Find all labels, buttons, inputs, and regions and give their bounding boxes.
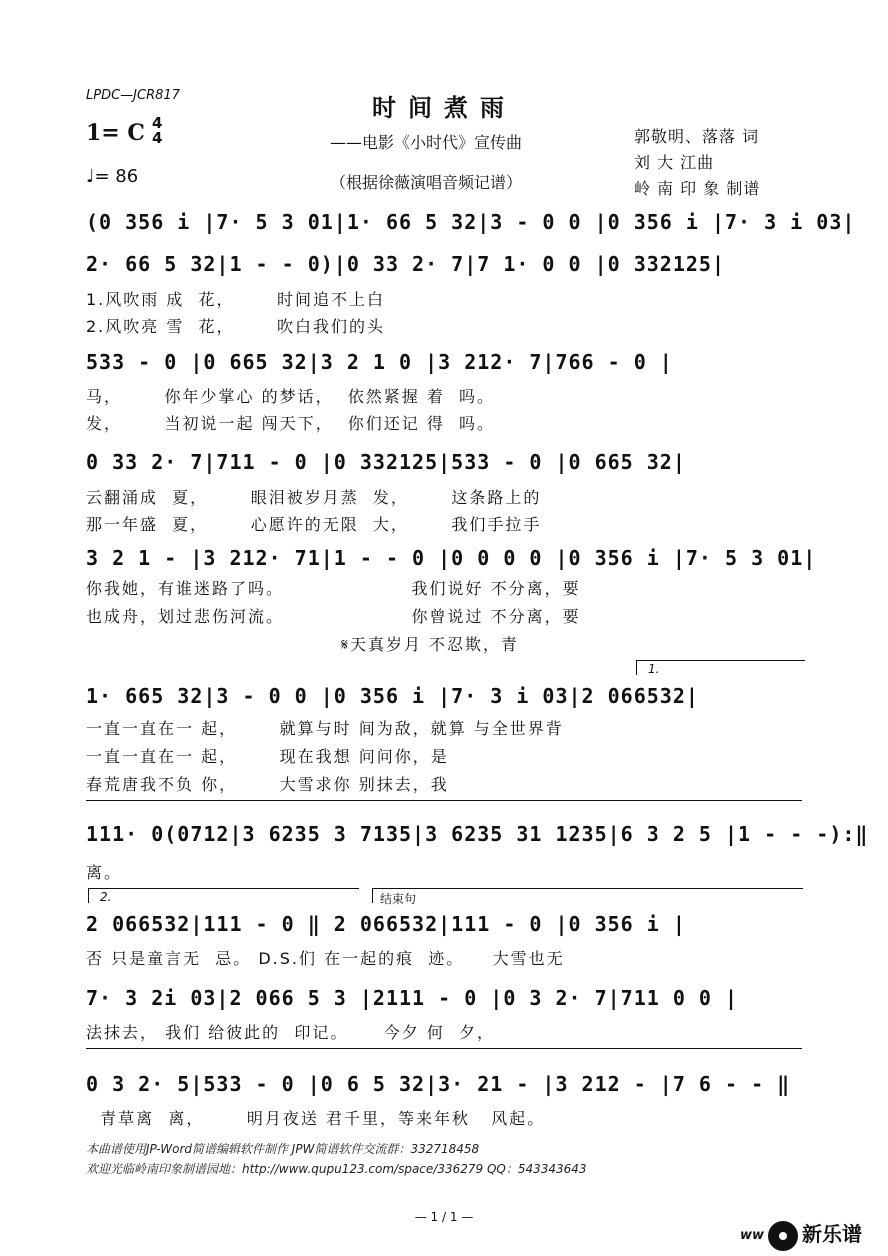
lyric-line-4-verse-1: 云翻涌成 夏， 眼泪被岁月蒸 发， 这条路上的 <box>86 488 542 507</box>
lyric-line-10: 青草离 离， 明月夜送 君千里，等来年秋 风起。 <box>86 1109 546 1128</box>
lyric-line-7: 离。 <box>86 863 123 882</box>
lyric-line-2-verse-1: 1.风吹雨 成 花， 时间追不上白 <box>86 290 386 309</box>
score-line-5: 3 2 1 - |3 212· 71|1 - - 0 |0 0 0 0 |0 356 i |7· 5 3 01| <box>86 546 817 570</box>
volta-second-label: 2. <box>100 890 112 904</box>
lyric-line-6-verse-3: 春荒唐我不负 你， 大雪求你 别抹去，我 <box>86 775 449 794</box>
song-title: 时间煮雨 <box>372 94 516 122</box>
score-line-6: 1· 665 32|3 - 0 0 |0 356 i |7· 3 i 03|2 066532| <box>86 684 699 708</box>
lyric-line-5-verse-3: 𝄋天真岁月 不忍欺，青 <box>86 635 520 654</box>
lyric-line-3-verse-2: 发， 当初说一起 闯天下， 你们还记 得 吗。 <box>86 414 496 433</box>
time-signature <box>152 116 162 146</box>
volta-first-continuation <box>86 800 802 801</box>
lyric-line-4-verse-2: 那一年盛 夏， 心愿许的无限 大， 我们手拉手 <box>86 515 542 534</box>
volta-first-label: 1. <box>648 662 660 676</box>
vinyl-record-icon <box>768 1221 798 1251</box>
lyric-line-6-verse-2: 一直一直在一 起， 现在我想 问问你，是 <box>86 747 449 766</box>
score-line-9: 7· 3 2i 03|2 066 5 3 |2111 - 0 |0 3 2· 7|711 0 0 | <box>86 986 739 1010</box>
key-signature: 1= C <box>86 120 145 146</box>
arranger-credit: 岭 南 印 象 制谱 <box>634 179 761 198</box>
lyric-line-5-verse-2: 也成舟，划过悲伤河流。 你曾说过 不分离，要 <box>86 607 581 626</box>
lyric-line-2-verse-2: 2.风吹亮 雪 花， 吹白我们的头 <box>86 317 386 336</box>
composer-credit: 刘 大 江曲 <box>634 153 715 172</box>
time-signature-bottom: 4 <box>152 129 163 147</box>
score-line-8: 2 066532|111 - 0 ‖ 2 066532|111 - 0 |0 356 i | <box>86 912 686 936</box>
score-code: LPDC—JCR817 <box>86 88 180 103</box>
lyric-line-3-verse-1: 马， 你年少掌心 的梦话， 依然紧握 着 吗。 <box>86 387 496 406</box>
transcription-source: （根据徐薇演唱音频记谱） <box>330 173 523 192</box>
score-line-10: 0 3 2· 5|533 - 0 |0 6 5 32|3· 21 - |3 212 - |7 6 - - ‖ <box>86 1072 791 1096</box>
logo-prefix: ww <box>740 1228 765 1243</box>
volta-first-ending <box>636 660 805 675</box>
time-signature-top: 4 <box>152 114 163 132</box>
coda-bracket <box>372 888 803 903</box>
site-logo[interactable] <box>740 1218 862 1251</box>
score-line-7: 111· 0(0712|3 6235 3 7135|3 6235 31 1235|6 3 2 5 |1 - - -):‖ <box>86 822 869 846</box>
volta-second-ending <box>88 888 359 903</box>
lyric-line-8: 否 只是童言无 忌。 D.S.们 在一起的痕 迹。 大雪也无 <box>86 949 565 968</box>
score-line-3: 533 - 0 |0 665 32|3 2 1 0 |3 212· 7|766 - 0 | <box>86 350 673 374</box>
logo-text: 新乐谱 <box>802 1222 863 1246</box>
tempo-marking: ♩= 86 <box>86 166 139 187</box>
page-number: — 1 / 1 — <box>414 1210 474 1224</box>
footer-website-note: 欢迎光临岭南印象制谱园地：http://www.qupu123.com/space/336279 QQ：543343643 <box>86 1162 587 1176</box>
coda-continuation <box>86 1048 802 1049</box>
lyricist-credit: 郭敬明、落落 词 <box>634 127 760 146</box>
song-subtitle: ——电影《小时代》宣传曲 <box>330 133 523 152</box>
footer-software-note: 本曲谱使用JP-Word简谱编辑软件制作 JPW简谱软件交流群：332718458 <box>86 1142 480 1156</box>
score-line-1: (0 356 i |7· 5 3 01|1· 66 5 32|3 - 0 0 |0 356 i |7· 3 i 03| <box>86 210 856 234</box>
score-line-4: 0 33 2· 7|711 - 0 |0 332125|533 - 0 |0 665 32| <box>86 450 686 474</box>
score-line-2: 2· 66 5 32|1 - - 0)|0 33 2· 7|7 1· 0 0 |0 332125| <box>86 252 726 276</box>
coda-label: 结束句 <box>380 892 417 906</box>
lyric-line-6-verse-1: 一直一直在一 起， 就算与时 间为敌，就算 与全世界背 <box>86 719 564 738</box>
lyric-line-9: 法抹去， 我们 给彼此的 印记。 今夕 何 夕， <box>86 1023 496 1042</box>
lyric-line-5-verse-1: 你我她，有谁迷路了吗。 我们说好 不分离，要 <box>86 579 581 598</box>
